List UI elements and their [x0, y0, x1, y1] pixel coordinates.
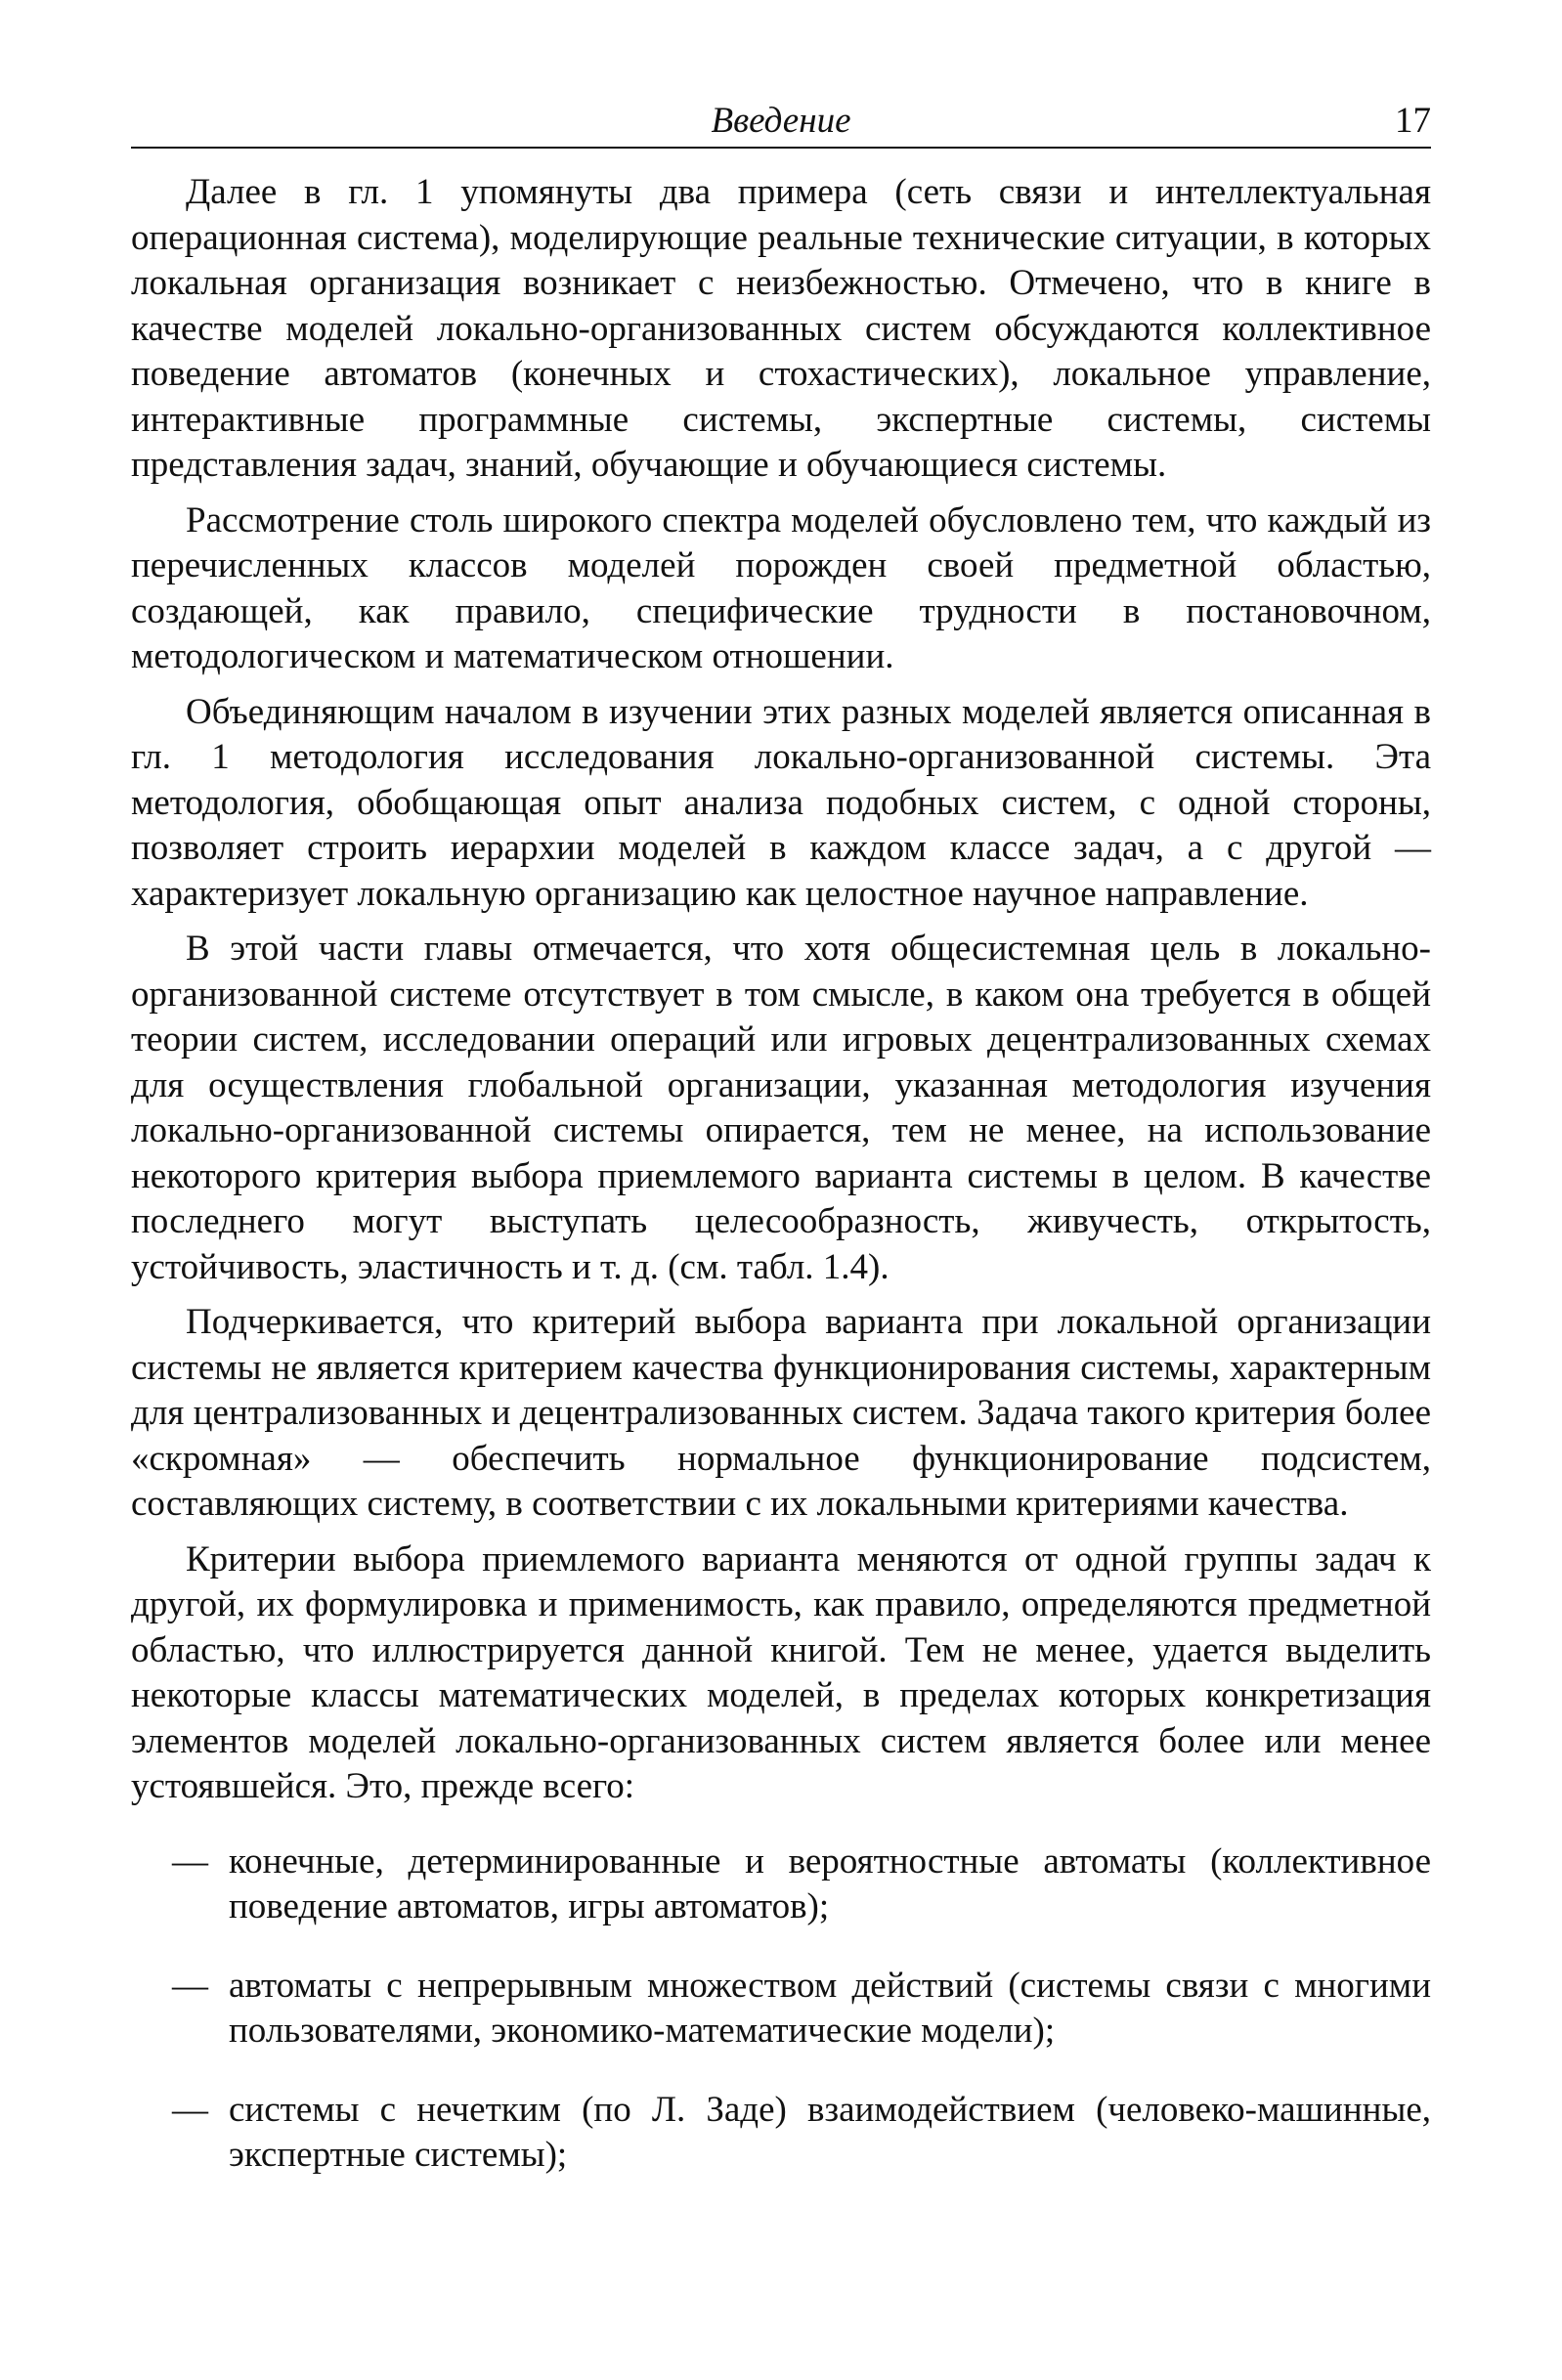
list-item-text: системы с нечетким (по Л. Заде) взаимодействием (человеко-машинные, экспертные системы); [229, 2089, 1431, 2175]
running-header [131, 98, 1431, 149]
paragraph: В этой части главы отмечается, что хотя общесистемная цель в локально-организованной системе отсутствует в том смысле, в каком она требуется в общей теории систем, исследовании операций или игровых децентрализованных схемах для осуществления глобальной организации, указанная методология изучения локально-организованной системы опирается, тем не менее, на использование некоторого критерия выбора приемлемого варианта системы в целом. В качестве последнего могут выступать целесообразность, живучесть, открытость, устойчивость, эластичность и т. д. (см. табл. 1.4). [131, 929, 1431, 1287]
list-dash: — [172, 2089, 208, 2130]
paragraph: Подчеркивается, что критерий выбора варианта при локальной организации системы не является критерием качества функционирования системы, характерным для централизованных и децентрализованных систем. Задача такого критерия более «скромная» — обеспечить нормальное функционирование подсистем, составляющих систему, в соответствии с их локальными критериями качества. [131, 1302, 1431, 1524]
page-number: 17 [1395, 101, 1431, 141]
list-item [131, 1964, 1431, 2055]
paragraph: Критерии выбора приемлемого варианта меняются от одной группы задач к другой, их формулировка и применимость, как правило, определяются предметной областью, что иллюстрируется данной книгой. Тем не менее, удается выделить некоторые классы математических моделей, в пределах которых конкретизация элементов моделей локально-организованных систем является более или менее устоявшейся. Это, прежде всего: [131, 1538, 1431, 1806]
book-page [131, 98, 1431, 2212]
list-item [131, 1839, 1431, 1930]
list-item-text: автоматы с непрерывным множеством действий (системы связи с многими пользователями, экономико-математические модели); [229, 1965, 1431, 2051]
header-title: Введение [711, 101, 851, 141]
list-dash: — [172, 1840, 208, 1882]
paragraph: Рассмотрение столь широкого спектра моделей обусловлено тем, что каждый из перечисленных классов моделей порожден своей предметной областью, создающей, как правило, специфические трудности в постановочном, методологическом и математическом отношении. [131, 499, 1431, 676]
bullet-list [131, 1839, 1431, 2179]
paragraph: Далее в гл. 1 упомянуты два примера (сеть связи и интеллектуальная операционная система), моделирующие реальные технические ситуации, в которых локальная организация возникает с неизбежностью. Отмечено, что в книге в качестве моделей локально-организованных систем обсуждаются коллективное поведение автоматов (конечных и стохастических), локальное управление, интерактивные программные системы, экспертные системы, системы представления задач, знаний, обучающие и обучающиеся системы. [131, 172, 1431, 485]
page-body [131, 170, 1431, 2179]
list-item-text: конечные, детерминированные и вероятностные автоматы (коллективное поведение автоматов, игры автоматов); [229, 1840, 1431, 1926]
paragraph: Объединяющим началом в изучении этих разных моделей является описанная в гл. 1 методология исследования локально-организованной системы. Эта методология, обобщающая опыт анализа подобных систем, с одной стороны, позволяет строить иерархии моделей в каждом классе задач, а с другой — характеризует локальную организацию как целостное научное направление. [131, 691, 1431, 914]
list-item [131, 2088, 1431, 2179]
list-dash: — [172, 1965, 208, 2006]
